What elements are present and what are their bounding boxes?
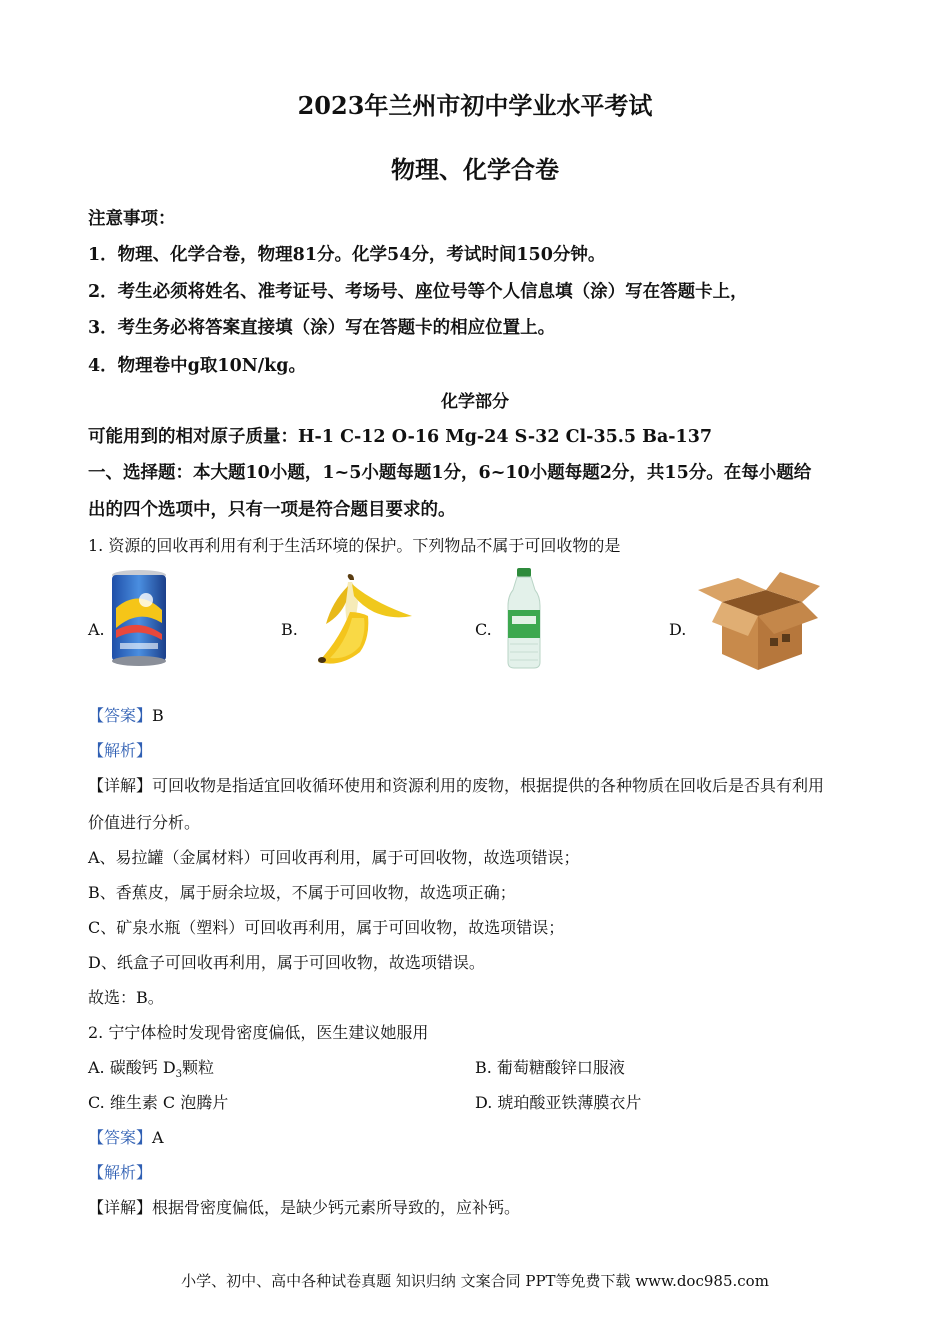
water-bottle-image [502,566,546,670]
notice-item: 4．物理卷中g取10N/kg。 [88,356,307,376]
answer-value: B [152,706,164,725]
q2-detail-line [88,1195,520,1218]
q1-option-c-label: C. [475,620,492,639]
notice-heading: 注意事项： [88,209,176,229]
q1-option-b-label: B. [281,620,298,639]
q2-answer [88,1125,164,1148]
page-footer: 小学、初中、高中各种试卷真题 知识归纳 文案合同 PPT等免费下载 www.doc985.com [181,1272,769,1290]
q2-option-d: D. 琥珀酸亚铁薄膜衣片 [475,1093,642,1112]
q1-analysis-tag: 【解析】 [88,741,153,760]
q1-explanation-a: A、易拉罐（金属材料）可回收再利用，属于可回收物，故选项错误； [88,848,580,867]
soda-can-image [106,568,172,668]
cardboard-box-image [694,568,824,672]
detail-tag: 【详解】 [88,776,153,795]
exam-title: 2023年兰州市初中学业水平考试 [297,91,653,120]
atomic-masses: 可能用到的相对原子质量：H-1 C-12 O-16 Mg-24 S-32 Cl-35.5 Ba-137 [88,427,713,447]
q2-analysis-tag: 【解析】 [88,1163,153,1182]
q1-option-a-label: A. [88,620,105,639]
q2-stem: 2. 宁宁体检时发现骨密度偏低，医生建议她服用 [88,1023,429,1042]
notice-item: 2．考生必须将姓名、准考证号、考场号、座位号等个人信息填（涂）写在答题卡上， [88,282,748,302]
detail-text: 根据骨密度偏低，是缺少钙元素所导致的，应补钙。 [152,1198,521,1217]
q1-explanation-b: B、香蕉皮，属于厨余垃圾，不属于可回收物，故选项正确； [88,883,516,902]
q2-option-a-subscript: 3 [175,1069,183,1081]
part1-instructions-cont: 出的四个选项中，只有一项是符合题目要求的。 [88,500,456,520]
q2-option-a [88,1055,214,1080]
part1-instructions: 一、选择题：本大题10小题，1~5小题每题1分，6~10小题每题2分，共15分。在每小题给 [88,463,812,483]
notice-item: 1．物理、化学合卷，物理81分。化学54分，考试时间150分钟。 [88,245,606,265]
exam-subtitle: 物理、化学合卷 [391,155,559,184]
q1-option-d-label: D. [669,620,687,639]
detail-tag: 【详解】 [88,1198,153,1217]
notice-item: 3．考生务必将答案直接填（涂）写在答题卡的相应位置上。 [88,318,556,338]
q1-conclusion: 故选：B。 [88,988,164,1007]
q1-explanation-d: D、纸盒子可回收再利用，属于可回收物，故选项错误。 [88,953,485,972]
q2-option-b: B. 葡萄糖酸锌口服液 [475,1058,625,1077]
answer-tag: 【答案】 [88,706,153,725]
q1-stem: 1. 资源的回收再利用有利于生活环境的保护。下列物品不属于可回收物的是 [88,536,621,555]
chem-section-title: 化学部分 [441,392,509,412]
q1-detail-line-cont: 价值进行分析。 [88,813,201,832]
q2-option-a-text: A. 碳酸钙 D [88,1058,176,1077]
answer-value: A [152,1128,164,1147]
answer-tag: 【答案】 [88,1128,153,1147]
q1-answer [88,703,164,726]
q1-detail-line [88,773,824,796]
q2-option-c: C. 维生素 C 泡腾片 [88,1093,229,1112]
banana-peel-image [312,572,416,670]
q1-explanation-c: C、矿泉水瓶（塑料）可回收再利用，属于可回收物，故选项错误； [88,918,565,937]
q2-option-a-text-end: 颗粒 [182,1058,215,1077]
detail-text: 可回收物是指适宜回收循环使用和资源利用的废物，根据提供的各种物质在回收后是否具有利用 [152,776,825,795]
